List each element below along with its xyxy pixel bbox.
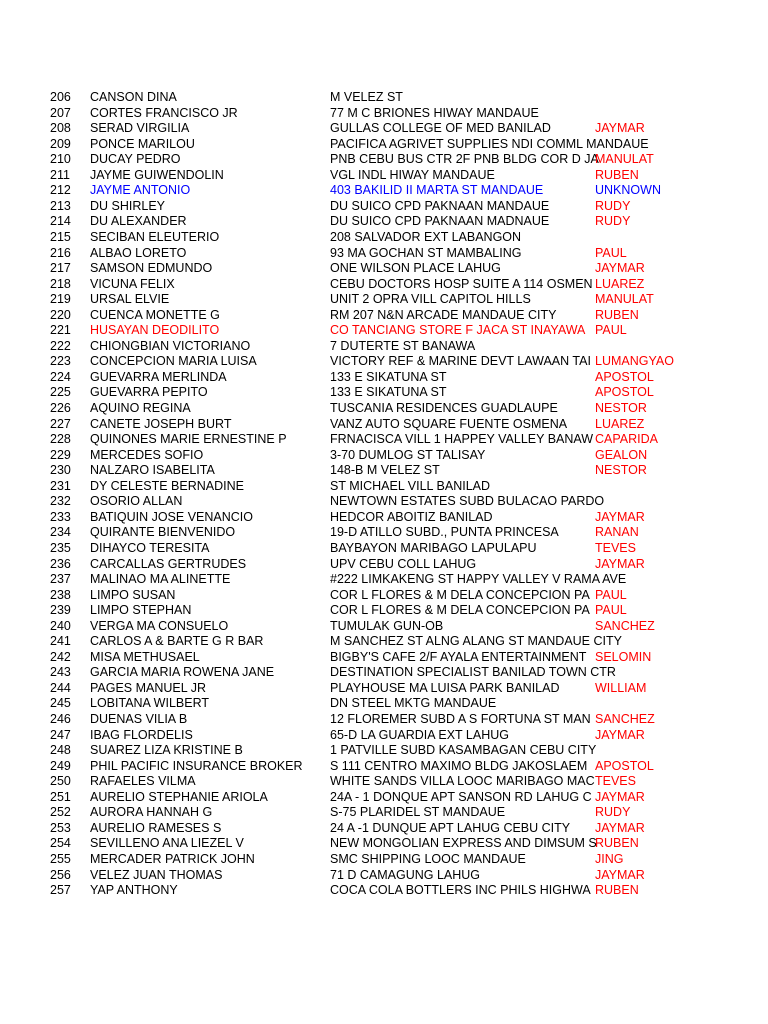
client-name: DUCAY PEDRO <box>90 152 181 167</box>
table-row <box>0 199 768 215</box>
table-row <box>0 510 768 526</box>
client-address: CO TANCIANG STORE F JACA ST INAYAWA <box>330 323 586 338</box>
table-row <box>0 479 768 495</box>
client-address: 93 MA GOCHAN ST MAMBALING <box>330 245 522 260</box>
row-number: 256 <box>50 867 71 882</box>
row-number: 243 <box>50 665 71 680</box>
agent-name: LUMANGYAO <box>595 354 674 369</box>
agent-name: TEVES <box>595 774 636 789</box>
table-row <box>0 463 768 479</box>
table-row <box>0 308 768 324</box>
agent-name: RUBEN <box>595 883 639 898</box>
client-name: AQUINO REGINA <box>90 401 191 415</box>
table-row <box>0 665 768 681</box>
table-row <box>0 712 768 728</box>
table-row <box>0 90 768 106</box>
agent-name: RUDY <box>595 214 631 229</box>
row-number: 225 <box>50 385 71 400</box>
table-row <box>0 230 768 246</box>
client-name: CORTES FRANCISCO JR <box>90 105 238 120</box>
agent-name: PAUL <box>595 323 627 338</box>
agent-name: JAYMAR <box>595 261 645 276</box>
client-name: LIMPO STEPHAN <box>90 603 192 618</box>
agent-name: LUAREZ <box>595 276 645 291</box>
client-name: GARCIA MARIA ROWENA JANE <box>90 665 275 680</box>
agent-name: APOSTOL <box>595 369 654 384</box>
client-address: HEDCOR ABOITIZ BANILAD <box>330 509 493 524</box>
client-address: UNIT 2 OPRA VILL CAPITOL HILLS <box>330 292 531 307</box>
client-address: 403 BAKILID II MARTA ST MANDAUE <box>330 183 544 198</box>
client-address: DU SUICO CPD PAKNAAN MANDAUE <box>330 198 550 213</box>
client-name: SECIBAN ELEUTERIO <box>90 229 220 244</box>
agent-name: RUDY <box>595 805 631 820</box>
client-address: 3-70 DUMLOG ST TALISAY <box>330 447 486 462</box>
client-name: AURORA HANNAH G <box>90 805 213 820</box>
table-row <box>0 277 768 293</box>
row-number: 216 <box>50 245 71 260</box>
client-name: YAP ANTHONY <box>90 883 178 898</box>
row-number: 230 <box>50 463 71 478</box>
client-name: AURELIO RAMESES S <box>90 820 222 835</box>
table-row <box>0 448 768 464</box>
client-address: PACIFICA AGRIVET SUPPLIES NDI COMML MANDAUE <box>330 136 649 151</box>
client-name: MERCADER PATRICK JOHN <box>90 851 255 866</box>
client-name: DU ALEXANDER <box>90 214 187 229</box>
row-number: 214 <box>50 214 71 229</box>
client-name: IBAG FLORDELIS <box>90 727 193 742</box>
row-number: 238 <box>50 587 71 602</box>
row-number: 221 <box>50 323 71 338</box>
client-name: SERAD VIRGILIA <box>90 121 190 136</box>
client-address: TUMULAK GUN-OB <box>330 618 444 633</box>
table-row <box>0 385 768 401</box>
row-number: 206 <box>50 90 71 104</box>
client-name: PONCE MARILOU <box>90 136 195 151</box>
row-number: 234 <box>50 525 71 540</box>
agent-name: UNKNOWN <box>595 183 661 198</box>
row-number: 218 <box>50 276 71 291</box>
client-address: VICTORY REF & MARINE DEVT LAWAAN TAI <box>330 354 591 369</box>
client-address: 208 SALVADOR EXT LABANGON <box>330 229 522 244</box>
row-number: 210 <box>50 152 71 167</box>
client-address: M SANCHEZ ST ALNG ALANG ST MANDAUE CITY <box>330 634 622 649</box>
client-name: JAYME ANTONIO <box>90 183 191 198</box>
client-address: FRNACISCA VILL 1 HAPPEY VALLEY BANAW <box>330 432 594 447</box>
client-name: SUAREZ LIZA KRISTINE B <box>90 743 243 758</box>
table-row <box>0 183 768 199</box>
row-number: 213 <box>50 198 71 213</box>
table-row <box>0 883 768 899</box>
table-row <box>0 728 768 744</box>
client-name: ALBAO LORETO <box>90 245 187 260</box>
client-address: ST MICHAEL VILL BANILAD <box>330 478 491 493</box>
table-row <box>0 790 768 806</box>
client-name: SAMSON EDMUNDO <box>90 261 213 276</box>
agent-name: JAYMAR <box>595 820 645 835</box>
client-name: HUSAYAN DEODILITO <box>90 323 220 338</box>
client-address: COR L FLORES & M DELA CONCEPCION PA <box>330 603 590 618</box>
client-name: DUENAS VILIA B <box>90 712 188 726</box>
table-row <box>0 214 768 230</box>
table-row <box>0 805 768 821</box>
client-name: CHIONGBIAN VICTORIANO <box>90 338 251 353</box>
agent-name: PAUL <box>595 587 627 602</box>
client-name: DY CELESTE BERNADINE <box>90 478 244 493</box>
table-row <box>0 681 768 697</box>
client-address: 71 D CAMAGUNG LAHUG <box>330 867 481 882</box>
table-row <box>0 106 768 122</box>
agent-name: RUBEN <box>595 307 639 322</box>
agent-name: JAYMAR <box>595 509 645 524</box>
client-name: CARLOS A & BARTE G R BAR <box>90 634 264 649</box>
client-name: GUEVARRA MERLINDA <box>90 369 227 384</box>
client-name: LOBITANA WILBERT <box>90 696 210 711</box>
client-address: PNB CEBU BUS CTR 2F PNB BLDG COR D JA <box>330 152 599 167</box>
table-row <box>0 401 768 417</box>
table-row <box>0 852 768 868</box>
client-name: MISA METHUSAEL <box>90 649 200 664</box>
client-address: ONE WILSON PLACE LAHUG <box>330 261 501 276</box>
client-address: DN STEEL MKTG MANDAUE <box>330 696 497 711</box>
client-address: VANZ AUTO SQUARE FUENTE OSMENA <box>330 416 568 431</box>
row-number: 240 <box>50 618 71 633</box>
table-row <box>0 494 768 510</box>
client-address: DU SUICO CPD PAKNAAN MADNAUE <box>330 214 550 229</box>
table-row <box>0 650 768 666</box>
agent-name: SANCHEZ <box>595 712 655 726</box>
table-row <box>0 743 768 759</box>
table-row <box>0 572 768 588</box>
table-row <box>0 557 768 573</box>
client-address: 24A - 1 DONQUE APT SANSON RD LAHUG C <box>330 789 592 804</box>
client-address: 148-B M VELEZ ST <box>330 463 440 478</box>
row-number: 229 <box>50 447 71 462</box>
client-address: M VELEZ ST <box>330 90 403 104</box>
table-row <box>0 339 768 355</box>
row-number: 239 <box>50 603 71 618</box>
row-number: 247 <box>50 727 71 742</box>
client-address: NEWTOWN ESTATES SUBD BULACAO PARDO <box>330 494 605 509</box>
table-row <box>0 588 768 604</box>
row-number: 233 <box>50 509 71 524</box>
table-row <box>0 246 768 262</box>
table-row <box>0 696 768 712</box>
row-number: 251 <box>50 789 71 804</box>
row-number: 208 <box>50 121 71 136</box>
row-number: 227 <box>50 416 71 431</box>
client-address: TUSCANIA RESIDENCES GUADLAUPE <box>330 401 558 415</box>
table-row <box>0 261 768 277</box>
table-row <box>0 868 768 884</box>
row-number: 241 <box>50 634 71 649</box>
client-name: QUINONES MARIE ERNESTINE P <box>90 432 287 447</box>
client-name: GUEVARRA PEPITO <box>90 385 208 400</box>
row-number: 250 <box>50 774 71 789</box>
table-row <box>0 137 768 153</box>
row-number: 244 <box>50 680 71 695</box>
agent-name: APOSTOL <box>595 385 654 400</box>
table-row <box>0 354 768 370</box>
agent-name: CAPARIDA <box>595 432 658 447</box>
row-number: 212 <box>50 183 71 198</box>
agent-name: LUAREZ <box>595 416 645 431</box>
agent-name: SELOMIN <box>595 649 652 664</box>
row-number: 237 <box>50 572 71 587</box>
client-address: UPV CEBU COLL LAHUG <box>330 556 477 571</box>
client-address: 133 E SIKATUNA ST <box>330 385 447 400</box>
row-number: 224 <box>50 369 71 384</box>
row-number: 223 <box>50 354 71 369</box>
row-number: 254 <box>50 836 71 851</box>
client-name: DU SHIRLEY <box>90 198 166 213</box>
client-name: QUIRANTE BIENVENIDO <box>90 525 236 540</box>
agent-name: GEALON <box>595 447 648 462</box>
client-address: COR L FLORES & M DELA CONCEPCION PA <box>330 587 590 602</box>
client-address: CEBU DOCTORS HOSP SUITE A 114 OSMEN <box>330 276 593 291</box>
client-address: DESTINATION SPECIALIST BANILAD TOWN CTR <box>330 665 616 680</box>
client-address: 133 E SIKATUNA ST <box>330 369 447 384</box>
row-number: 220 <box>50 307 71 322</box>
client-address: 77 M C BRIONES HIWAY MANDAUE <box>330 105 539 120</box>
agent-name: PAUL <box>595 245 627 260</box>
client-address: S-75 PLARIDEL ST MANDAUE <box>330 805 506 820</box>
client-name: MALINAO MA ALINETTE <box>90 572 231 587</box>
table-row <box>0 774 768 790</box>
client-address: 12 FLOREMER SUBD A S FORTUNA ST MAN <box>330 712 591 726</box>
table-row <box>0 603 768 619</box>
agent-name: JAYMAR <box>595 556 645 571</box>
client-name: MERCEDES SOFIO <box>90 447 204 462</box>
client-address: BAYBAYON MARIBAGO LAPULAPU <box>330 540 537 555</box>
row-number: 232 <box>50 494 71 509</box>
client-name: PAGES MANUEL JR <box>90 680 206 695</box>
client-name: PHIL PACIFIC INSURANCE BROKER <box>90 758 303 773</box>
table-row <box>0 634 768 650</box>
table-row <box>0 121 768 137</box>
row-number: 231 <box>50 478 71 493</box>
row-number: 246 <box>50 712 71 726</box>
agent-name: SANCHEZ <box>595 618 655 633</box>
row-number: 211 <box>50 167 70 182</box>
agent-name: JING <box>595 851 624 866</box>
agent-name: JAYMAR <box>595 789 645 804</box>
row-number: 217 <box>50 261 71 276</box>
client-address: PLAYHOUSE MA LUISA PARK BANILAD <box>330 680 560 695</box>
table-row <box>0 323 768 339</box>
client-name: BATIQUIN JOSE VENANCIO <box>90 509 253 524</box>
agent-name: JAYMAR <box>595 867 645 882</box>
client-name: VELEZ JUAN THOMAS <box>90 867 223 882</box>
client-name: VICUNA FELIX <box>90 276 175 291</box>
table-row <box>0 168 768 184</box>
row-number: 228 <box>50 432 71 447</box>
row-number: 219 <box>50 292 71 307</box>
agent-name: RUBEN <box>595 167 639 182</box>
row-number: 242 <box>50 649 71 664</box>
client-name: CANSON DINA <box>90 90 177 104</box>
row-number: 255 <box>50 851 71 866</box>
row-number: 222 <box>50 338 71 353</box>
row-number: 257 <box>50 883 71 898</box>
row-number: 207 <box>50 105 71 120</box>
row-number: 209 <box>50 136 71 151</box>
table-row <box>0 759 768 775</box>
agent-name: APOSTOL <box>595 758 654 773</box>
row-number: 245 <box>50 696 71 711</box>
client-name: VERGA MA CONSUELO <box>90 618 229 633</box>
row-number: 252 <box>50 805 71 820</box>
agent-name: RUBEN <box>595 836 639 851</box>
table-row <box>0 417 768 433</box>
client-address: GULLAS COLLEGE OF MED BANILAD <box>330 121 551 136</box>
agent-name: RUDY <box>595 198 631 213</box>
agent-name: TEVES <box>595 540 636 555</box>
client-address: VGL INDL HIWAY MANDAUE <box>330 167 495 182</box>
agent-name: JAYMAR <box>595 121 645 136</box>
client-name: URSAL ELVIE <box>90 292 170 307</box>
client-name: OSORIO ALLAN <box>90 494 183 509</box>
row-number: 248 <box>50 743 71 758</box>
table-row <box>0 541 768 557</box>
agent-name: MANULAT <box>595 152 654 167</box>
client-name: SEVILLENO ANA LIEZEL V <box>90 836 244 851</box>
table-row <box>0 619 768 635</box>
client-address: COCA COLA BOTTLERS INC PHILS HIGHWA <box>330 883 591 898</box>
client-address: BIGBY'S CAFE 2/F AYALA ENTERTAINMENT <box>330 649 587 664</box>
client-address: 19-D ATILLO SUBD., PUNTA PRINCESA <box>330 525 559 540</box>
client-name: JAYME GUIWENDOLIN <box>90 167 224 182</box>
agent-name: JAYMAR <box>595 727 645 742</box>
row-number: 236 <box>50 556 71 571</box>
table-row <box>0 821 768 837</box>
client-address: 7 DUTERTE ST BANAWA <box>330 338 476 353</box>
client-name: NALZARO ISABELITA <box>90 463 215 478</box>
client-address: NEW MONGOLIAN EXPRESS AND DIMSUM S <box>330 836 597 851</box>
agent-name: MANULAT <box>595 292 654 307</box>
client-address: #222 LIMKAKENG ST HAPPY VALLEY V RAMA AVE <box>330 572 627 587</box>
client-address: SMC SHIPPING LOOC MANDAUE <box>330 851 526 866</box>
agent-name: PAUL <box>595 603 627 618</box>
client-name: CUENCA MONETTE G <box>90 307 220 322</box>
table-row <box>0 370 768 386</box>
client-address: 65-D LA GUARDIA EXT LAHUG <box>330 727 509 742</box>
client-name: LIMPO SUSAN <box>90 587 176 602</box>
agent-name: RANAN <box>595 525 639 540</box>
table-row <box>0 292 768 308</box>
row-number: 249 <box>50 758 71 773</box>
table-row <box>0 525 768 541</box>
row-number: 253 <box>50 820 71 835</box>
client-name: DIHAYCO TERESITA <box>90 540 210 555</box>
client-address: RM 207 N&N ARCADE MANDAUE CITY <box>330 307 557 322</box>
row-number: 226 <box>50 401 71 415</box>
client-address: WHITE SANDS VILLA LOOC MARIBAGO MAC <box>330 774 595 789</box>
agent-name: WILLIAM <box>595 680 647 695</box>
client-name: CONCEPCION MARIA LUISA <box>90 354 257 369</box>
row-number: 235 <box>50 540 71 555</box>
table-row <box>0 836 768 852</box>
client-name: AURELIO STEPHANIE ARIOLA <box>90 789 268 804</box>
client-address: 24 A -1 DUNQUE APT LAHUG CEBU CITY <box>330 820 571 835</box>
table-row <box>0 432 768 448</box>
client-address: S 111 CENTRO MAXIMO BLDG JAKOSLAEM <box>330 758 588 773</box>
row-number: 215 <box>50 229 71 244</box>
table-row <box>0 152 768 168</box>
client-name: CANETE JOSEPH BURT <box>90 416 232 431</box>
client-address: 1 PATVILLE SUBD KASAMBAGAN CEBU CITY <box>330 743 597 758</box>
agent-name: NESTOR <box>595 463 647 478</box>
client-name: RAFAELES VILMA <box>90 774 196 789</box>
agent-name: NESTOR <box>595 401 647 415</box>
client-name: CARCALLAS GERTRUDES <box>90 556 247 571</box>
